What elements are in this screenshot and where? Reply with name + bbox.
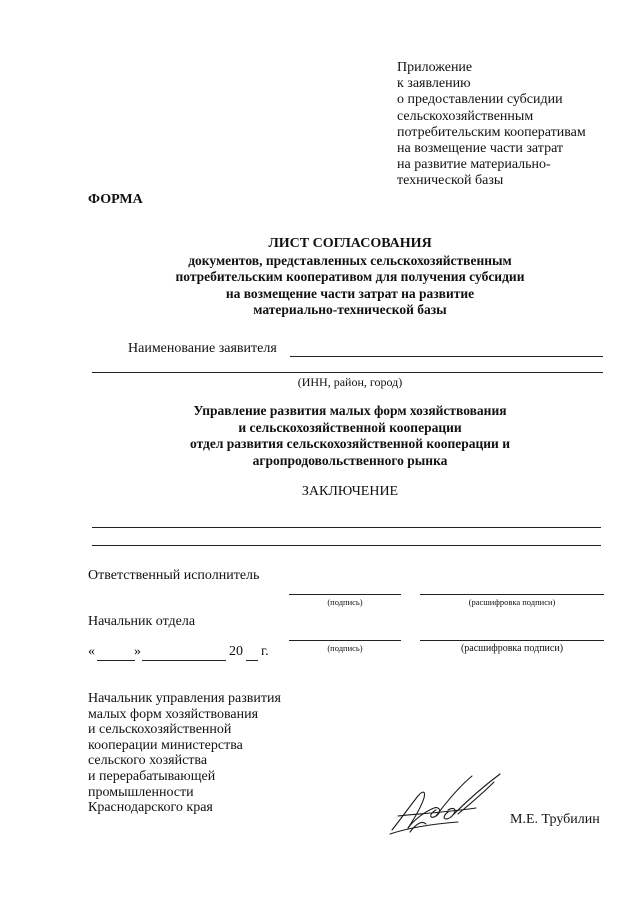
dept-head-decoding-field[interactable] (420, 640, 604, 641)
appendix-line: Приложение (397, 60, 473, 75)
department-line: Управление развития малых форм хозяйствования (193, 403, 507, 418)
date-close-quote: » (134, 644, 141, 659)
date-open-quote: « (88, 644, 95, 659)
head-title-line: кооперации министерства (88, 737, 243, 753)
date-year-prefix: 20 (229, 644, 243, 659)
title-line: материально-технической базы (253, 302, 447, 317)
head-of-department-title (88, 691, 281, 816)
head-title-line: Начальник управления развития (88, 691, 281, 706)
appendix-line: потребительским кооперативам (397, 124, 586, 140)
dept-head-signature-field[interactable] (289, 640, 401, 641)
appendix-line: сельскохозяйственным (397, 108, 534, 124)
conclusion-line-1[interactable] (92, 527, 601, 528)
handwritten-signature (388, 770, 518, 840)
title-main: ЛИСТ СОГЛАСОВАНИЯ (268, 236, 432, 251)
appendix-line: на развитие материально- (397, 157, 551, 173)
title-line: потребительским кооперативом для получения субсидии (175, 269, 525, 284)
dept-head-decoding-caption: (расшифровка подписи) (460, 643, 564, 654)
document-title (60, 236, 640, 319)
applicant-caption: (ИНН, район, город) (297, 375, 403, 389)
department-line: отдел развития сельскохозяйственной кооперации и (190, 436, 510, 451)
responsible-decoding-caption: (расшифровка подписи) (468, 597, 556, 607)
head-title-line: Краснодарского края (88, 800, 213, 816)
appendix-line: на возмещение части затрат (397, 141, 564, 157)
date-day-field[interactable] (97, 660, 135, 661)
head-title-line: сельского хозяйства (88, 753, 208, 769)
head-title-line: промышленности (88, 784, 194, 800)
head-title-line: и перерабатывающей (88, 768, 216, 784)
title-line: документов, представленных сельскохозяйственным (188, 252, 512, 268)
applicant-label: Наименование заявителя (128, 341, 277, 356)
responsible-signature-caption: (подпись) (327, 597, 363, 607)
responsible-label: Ответственный исполнитель (88, 568, 260, 583)
date-line (88, 644, 288, 664)
appendix-line: о предоставлении субсидии (397, 92, 563, 108)
dept-head-signature-caption: (подпись) (327, 643, 363, 653)
head-title-line: и сельскохозяйственной (88, 722, 232, 738)
form-label: ФОРМА (88, 192, 143, 207)
applicant-name-field[interactable] (290, 356, 603, 357)
department-heading (60, 403, 640, 469)
applicant-details-field[interactable] (92, 372, 603, 373)
department-line: агропродовольственного рынка (252, 452, 448, 468)
appendix-note (397, 60, 633, 190)
responsible-decoding-field[interactable] (420, 594, 604, 595)
title-line: на возмещение части затрат на развитие (225, 285, 475, 301)
conclusion-label: ЗАКЛЮЧЕНИЕ (301, 484, 399, 499)
signatory-name: М.Е. Трубилин (510, 812, 600, 827)
responsible-signature-field[interactable] (289, 594, 401, 595)
head-title-line: малых форм хозяйствования (88, 706, 259, 722)
appendix-line: к заявлению (397, 76, 471, 92)
conclusion-line-2[interactable] (92, 545, 601, 546)
appendix-line: технической базы (397, 173, 504, 189)
date-year-field[interactable] (246, 660, 258, 661)
department-line: и сельскохозяйственной кооперации (238, 419, 462, 435)
dept-head-label: Начальник отдела (88, 614, 196, 629)
date-year-suffix: г. (261, 644, 269, 659)
date-month-field[interactable] (142, 660, 226, 661)
